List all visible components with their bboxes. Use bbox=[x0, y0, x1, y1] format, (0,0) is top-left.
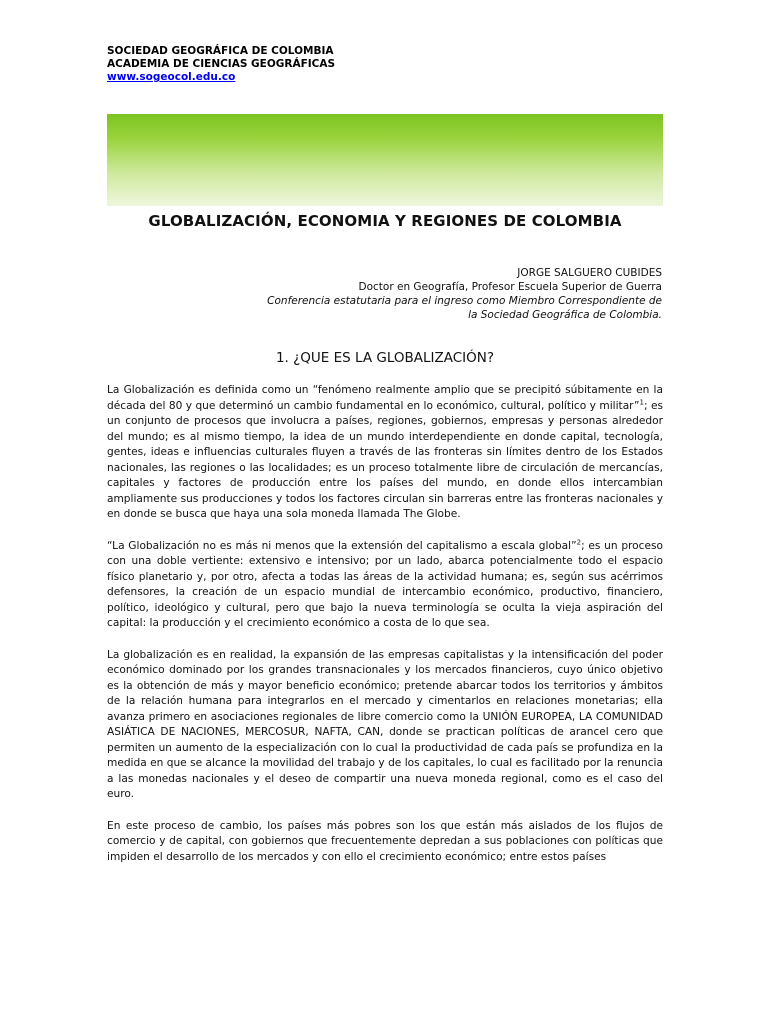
paragraph-2-part-a: “La Globalización no es más ni menos que la extensión del capitalismo a escala global” bbox=[107, 539, 577, 552]
document-title: GLOBALIZACIÓN, ECONOMIA Y REGIONES DE COLOMBIA bbox=[148, 212, 622, 230]
section-heading: 1. ¿QUE ES LA GLOBALIZACIÓN? bbox=[275, 350, 495, 366]
green-banner bbox=[107, 114, 663, 206]
body-text bbox=[107, 383, 663, 881]
author-name: JORGE SALGUERO CUBIDES bbox=[517, 267, 662, 279]
org-name: SOCIEDAD GEOGRÁFICA DE COLOMBIA bbox=[107, 45, 334, 57]
author-role: Doctor en Geografía, Profesor Escuela Superior de Guerra bbox=[358, 281, 662, 293]
paragraph-1 bbox=[107, 383, 663, 523]
footnote-ref-1: 1 bbox=[639, 397, 644, 406]
paragraph-2-part-b: ; es un proceso con una doble vertiente: extensivo e intensivo; por un lado, abarca potencialmente todo el espacio físico planetario y, por otro, afecta a todas las áreas de la actividad humana; es, según sus acérrimos defensores, la creación de un espacio mundial de intercambio económico, productivo, financiero, político, ideológico y cultural, pero que bajo la nueva terminología se oculta la vieja aspiración del capital: la producción y el crecimiento económico a costa de lo que sea. bbox=[107, 539, 663, 629]
academy-name: ACADEMIA DE CIENCIAS GEOGRÁFICAS bbox=[107, 58, 336, 70]
paragraph-3: La globalización es en realidad, la expansión de las empresas capitalistas y la intensificación del poder económico dominado por los grandes transnacionales y los mercados financieros, cuyo único objetivo es la obtención de más y mayor beneficio económico; pretende abarcar todos los territorios y ámbitos de la relación humana para integrarlos en el mercado y cimentarlos en relaciones monetarias; ella avanza primero en asociaciones regionales de libre comercio como la UNIÓN EUROPEA, LA COMUNIDAD ASIÁTICA DE NACIONES, MERCOSUR, NAFTA, CAN, donde se practican políticas de arancel cero que permiten un aumento de la especialización con lo cual la productividad de cada país se profundiza en la medida en que se alcance la movilidad del trabajo y de los capitales, lo cual es facilitado por la renuncia a las monedas nacionales y el deseo de compartir una nueva moneda regional, como es el caso del euro. bbox=[107, 648, 663, 800]
footnote-ref-2: 2 bbox=[576, 537, 582, 546]
author-block bbox=[250, 266, 662, 322]
paragraph-2 bbox=[107, 539, 663, 632]
paragraph-1-part-a: La Globalización es definida como un “fenómeno realmente amplio que se precipitó súbitamente en la década del 80 y que determinó un cambio fundamental en lo económico, cultural, político y militar” bbox=[107, 384, 663, 412]
document-header bbox=[107, 45, 335, 84]
paragraph-1-part-b: ; es un conjunto de procesos que involucra a países, regiones, gobiernos, empresas y personas alrededor del mundo; es al mismo tiempo, la idea de un mundo interdependiente en donde capital, tecnología, gentes, ideas e influencias culturales fluyen a través de las fronteras sin límites dentro de los Estados nacionales, las regiones o las localidades; es un proceso totalmente libre de circulación de mercancías, capitales y factores de producción entre los países del mundo, en donde ellos intercambian ampliamente sus producciones y todos los factores circulan sin barreras entre las fronteras nacionales y en donde se busca que haya una sola moneda llamada The Globe. bbox=[107, 399, 663, 520]
website-link[interactable]: www.sogeocol.edu.co bbox=[107, 71, 236, 83]
author-note-line1: Conferencia estatutaria para el ingreso como Miembro Correspondiente de bbox=[267, 295, 662, 307]
author-note-line2: la Sociedad Geográfica de Colombia. bbox=[468, 309, 662, 321]
paragraph-4: En este proceso de cambio, los países más pobres son los que están más aislados de los flujos de comercio y de capital, con gobiernos que frecuentemente depredan a sus poblaciones con políticas que impiden el desarrollo de los mercados y con ello el crecimiento económico; entre estos países bbox=[107, 819, 663, 863]
